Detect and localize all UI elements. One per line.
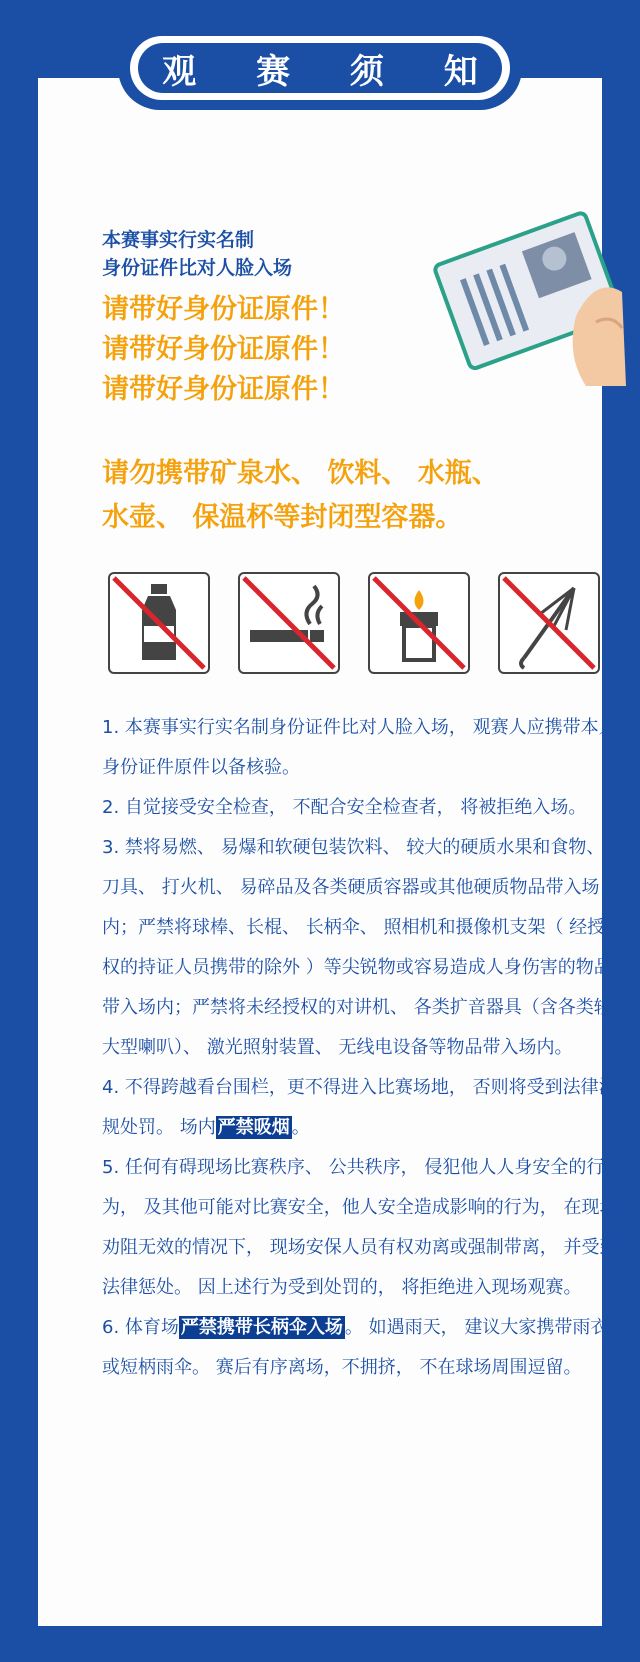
title-pill (130, 36, 510, 100)
container-note-line-2: 水壶、 保温杯等封闭型容器。 (102, 502, 463, 533)
rule-item (102, 1308, 622, 1388)
prohibited-items-row (108, 572, 600, 674)
no-smoking-icon (238, 572, 340, 674)
no-lighter-icon (368, 572, 470, 674)
rules-list (102, 708, 622, 1388)
title-inner (138, 43, 502, 93)
rule-item: 5. 任何有碍现场比赛秩序、 公共秩序， 侵犯他人人身安全的行为， 及其他可能对比赛安全，他人安全造成影响的行为， 在现场劝阻无效的情况下， 现场安保人员有权劝离或强制带离， 并受到法律惩处。 因上述行为受到处罚的， 将拒绝进入现场观赛。 (102, 1157, 618, 1298)
no-umbrella-icon (498, 572, 600, 674)
id-warning-line: 请带好身份证原件！ (102, 294, 345, 325)
intro-block (102, 226, 292, 282)
page-title: 观 赛 须 知 (162, 51, 502, 92)
rule-text: 。 如遇雨天， 建议大家携带雨衣或短柄雨伞。 赛后有序离场，不拥挤， 不在球场周围逗留。 (102, 1317, 609, 1378)
no-bottle-icon (108, 572, 210, 674)
container-prohibition-note (102, 452, 622, 540)
intro-line-2: 身份证件比对人脸入场 (102, 257, 293, 279)
id-warning-line: 请带好身份证原件！ (102, 334, 345, 365)
intro-line-1: 本赛事实行实名制 (102, 229, 255, 251)
rule-text: 6. 体育场 (102, 1317, 179, 1338)
rule-item: 3. 禁将易燃、 易爆和软硬包装饮料、 较大的硬质水果和食物、 刀具、 打火机、 易碎品及各类硬质容器或其他硬质物品带入场内；严禁将球棒、长棍、 长柄伞、 照相机和摄像机支架（ 经授权的持证人员携带的除外 ）等尖锐物或容易造成人身伤害的物品带入场内；严禁将未经授权的对讲机、 各类扩音器具（含各类较大型喇叭）、 激光照射装置、 无线电设备等物品带入场内。 (102, 837, 612, 1058)
id-warning-line: 请带好身份证原件！ (102, 374, 345, 405)
rule-item: 1. 本赛事实行实名制身份证件比对人脸入场， 观赛人应携带本人身份证件原件以备核验。 (102, 717, 617, 778)
title-banner (118, 26, 522, 110)
rule-item: 2. 自觉接受安全检查， 不配合安全检查者， 将被拒绝入场。 (102, 797, 587, 818)
id-warning-block (102, 290, 345, 410)
notice-card (38, 78, 618, 1626)
no-umbrella-highlight: 严禁携带长柄伞入场 (180, 1317, 343, 1338)
id-card-hand-illustration (426, 196, 640, 390)
container-note-line-1: 请勿携带矿泉水、 饮料、 水瓶、 (102, 458, 499, 489)
rule-text: 4. 不得跨越看台围栏，更不得进入比赛场地， 否则将受到法律法规处罚。 场内 (102, 1077, 617, 1138)
rule-text: 。 (291, 1117, 310, 1138)
no-smoking-highlight: 严禁吸烟 (217, 1117, 290, 1138)
rule-item (102, 1068, 622, 1148)
